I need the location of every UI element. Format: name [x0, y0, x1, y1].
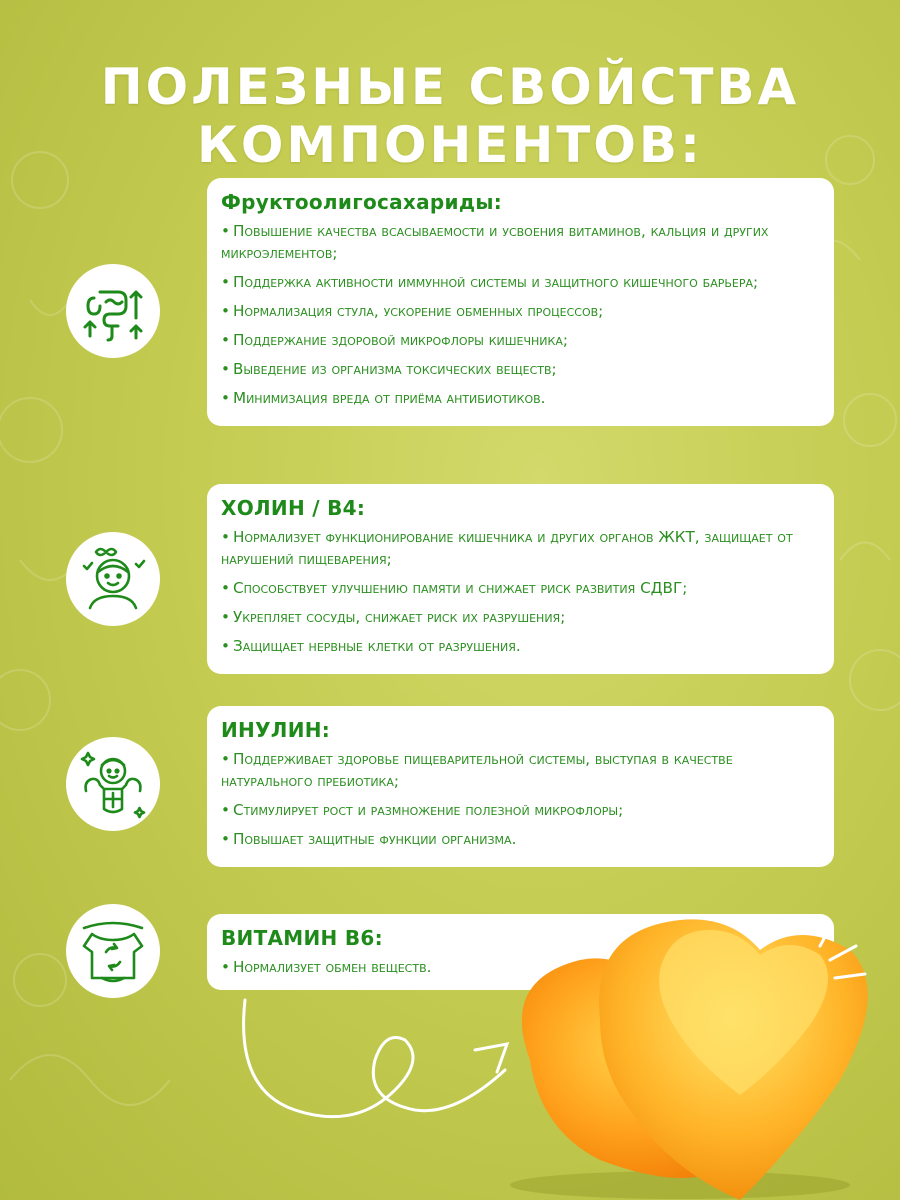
card-fructooligosaccharides: [207, 178, 834, 426]
benefit-list: [221, 526, 820, 657]
strong-boy-icon: [66, 737, 160, 831]
card-inulin: [207, 706, 834, 867]
list-item: • Нормализация стула, ускорение обменных процессов;: [221, 302, 604, 320]
page-title: [0, 58, 900, 174]
list-item: • Поддержка активности иммунной системы и защитного кишечного барьера;: [221, 273, 759, 291]
list-item: • Защищает нервные клетки от разрушения.: [221, 637, 521, 655]
gummy-hearts-image: [490, 900, 900, 1200]
metabolism-shirt-icon: [66, 904, 160, 998]
intestine-arrows-icon: [66, 264, 160, 358]
list-item: • Минимизация вреда от приёма антибиотиков.: [221, 389, 546, 407]
list-item: • Повышает защитные функции организма.: [221, 830, 517, 848]
title-line-2: КОМПОНЕНТОВ:: [196, 116, 704, 174]
list-item: • Способствует улучшению памяти и снижает риск развития СДВГ;: [221, 579, 688, 597]
list-item: • Нормализует обмен веществ.: [221, 958, 432, 976]
girl-face-icon: [66, 532, 160, 626]
list-item: • Выведение из организма токсических веществ;: [221, 360, 557, 378]
list-item: • Поддержание здоровой микрофлоры кишечника;: [221, 331, 568, 349]
list-item: • Укрепляет сосуды, снижает риск их разрушения;: [221, 608, 566, 626]
list-item: • Нормализует функционирование кишечника и других органов ЖКТ, защищает от нарушений пищеварения;: [221, 528, 793, 568]
benefit-list: [221, 220, 820, 409]
benefit-list: [221, 748, 820, 850]
list-item: • Повышение качества всасываемости и усвоения витаминов, кальция и других микроэлементов;: [221, 222, 769, 262]
swirl-arrow-decoration: [225, 980, 515, 1150]
list-item: • Стимулирует рост и размножение полезной микрофлоры;: [221, 801, 624, 819]
card-choline: [207, 484, 834, 674]
section-heading: ХОЛИН / В4:: [221, 496, 366, 520]
section-heading: ИНУЛИН:: [221, 718, 331, 742]
section-heading: Фруктоолигосахариды:: [221, 190, 502, 214]
title-line-1: ПОЛЕЗНЫЕ СВОЙСТВА: [100, 58, 800, 116]
list-item: • Поддерживает здоровье пищеварительной системы, выступая в качестве натурального пребиотика;: [221, 750, 733, 790]
section-heading: ВИТАМИН В6:: [221, 926, 383, 950]
